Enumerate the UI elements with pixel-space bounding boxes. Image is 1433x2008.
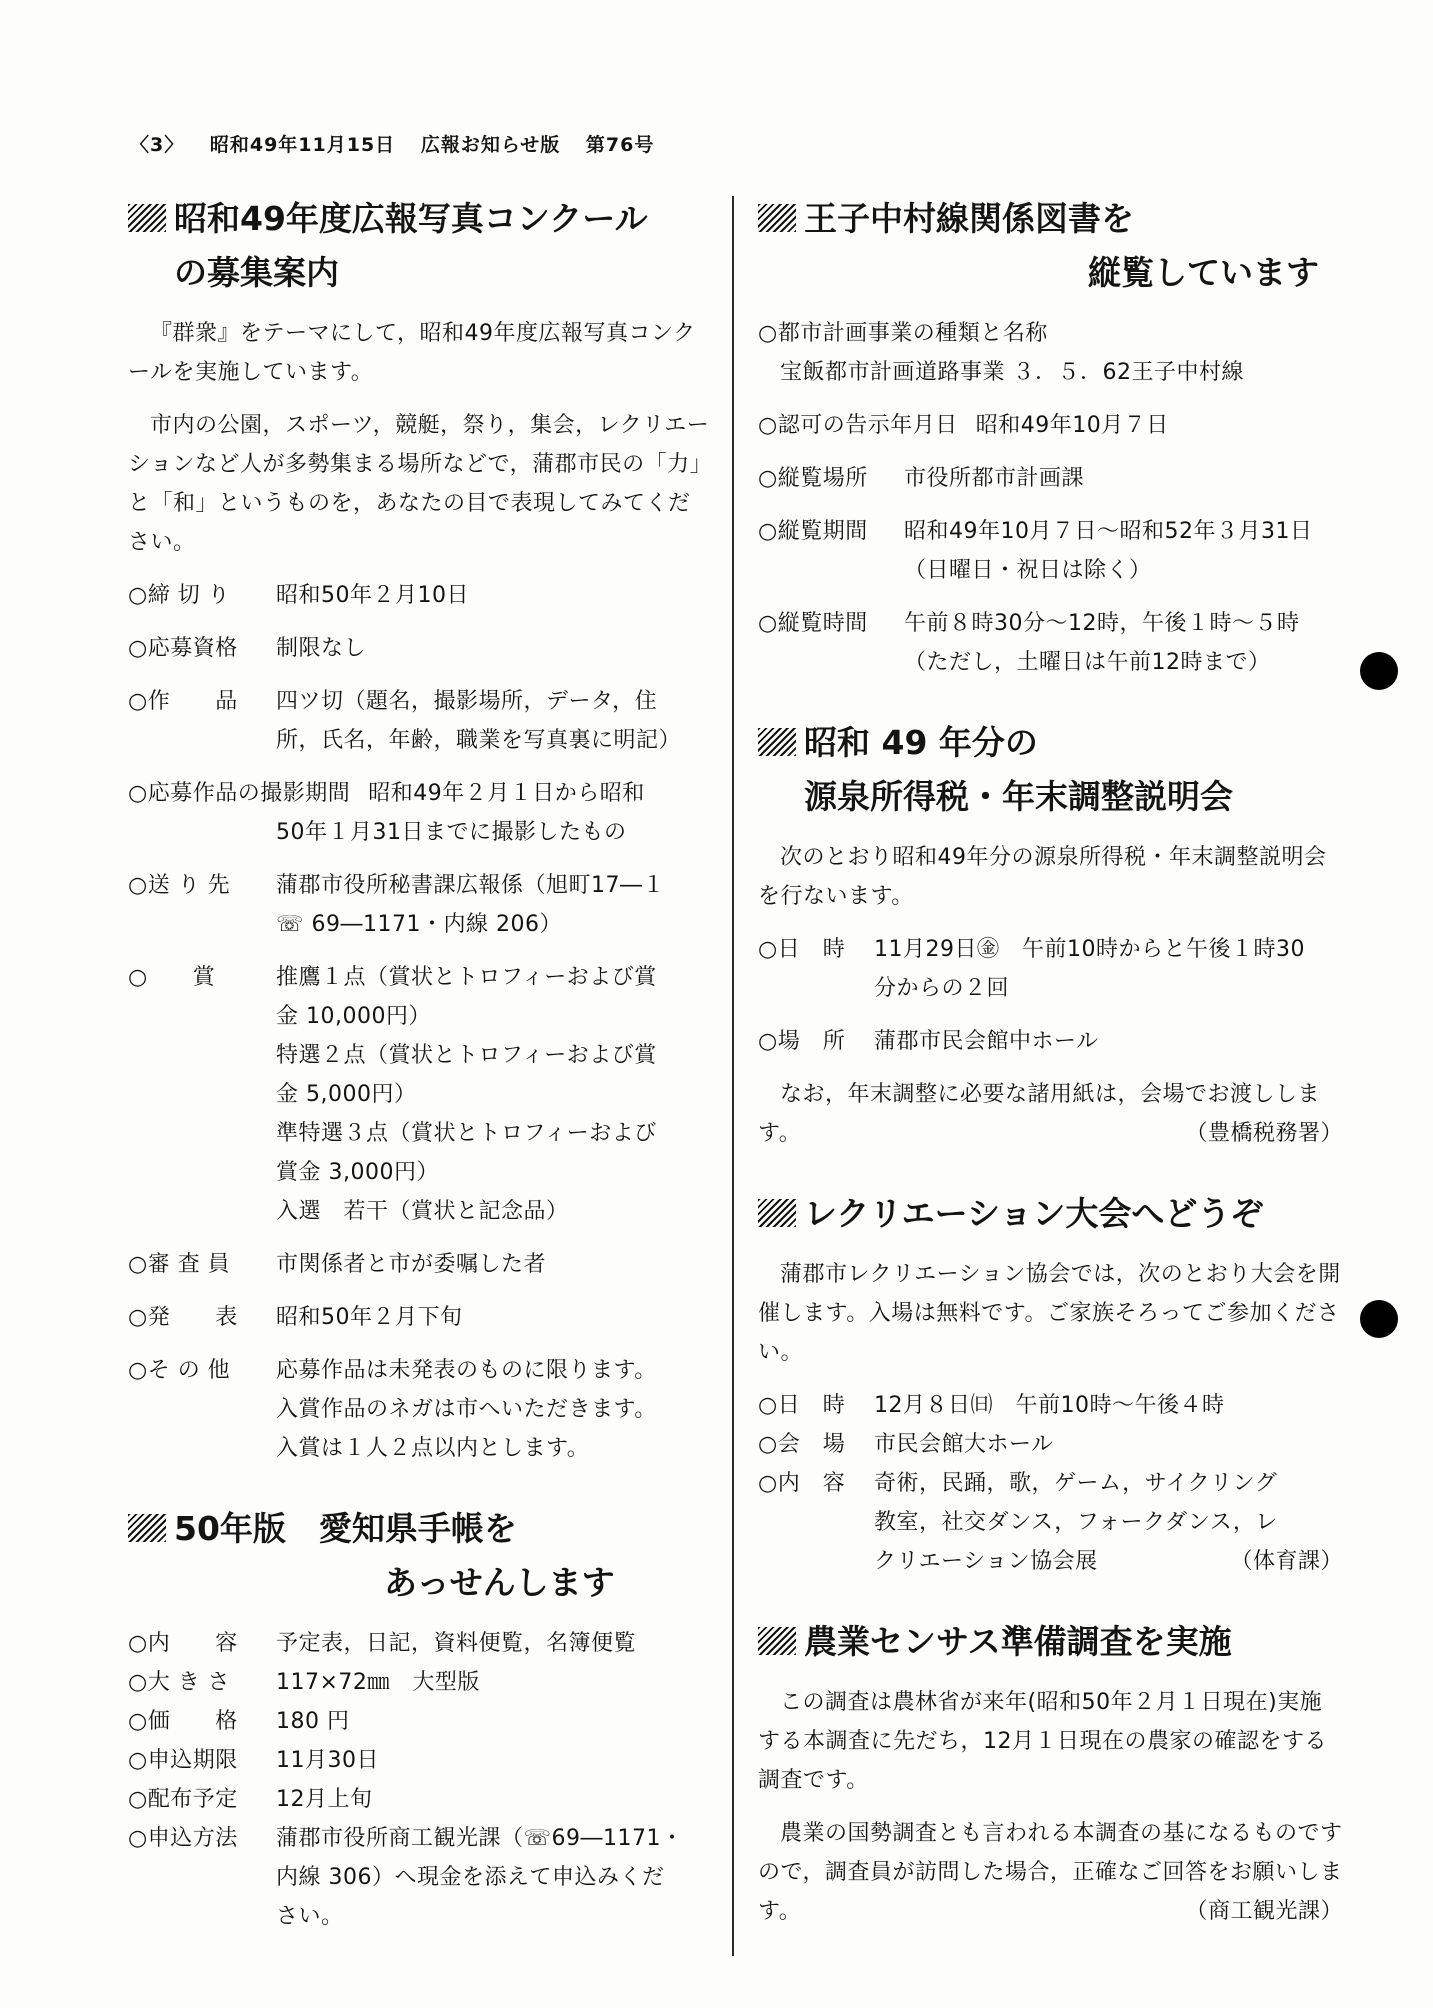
hatch-icon [758,728,796,756]
list-item: ○都市計画事業の種類と名称 [758,321,1048,346]
list-item: ○申込期限 11月30日 [128,1748,379,1773]
list-item: ○ 賞 推鷹１点（賞状とトロフィーおよび賞 金 10,000円） 特選２点（賞状とトロフィーおよび賞 金 5,000円） 準特選３点（賞状とトロフィーおよび 賞金 3,000円） 入選 若干（賞状と記念品） [128,965,657,1224]
section-heading: 昭和49年度広報写真コンクール の募集案内 [128,192,710,300]
hatch-icon [758,1199,796,1227]
left-column [128,192,710,1970]
punch-hole-mark [1360,1300,1398,1338]
aichi-techo-section [128,1502,710,1936]
hatch-icon [128,204,166,232]
list-item: ○配布予定 12月上旬 [128,1787,373,1812]
page-header [130,130,672,157]
list-item: ○応募作品の撮影期間 昭和49年２月１日から昭和 50年１月31日までに撮影したもの [128,781,645,845]
item-list [128,576,710,1468]
section-heading: 昭和 49 年分の 源泉所得税・年末調整説明会 [758,716,1343,824]
paragraph: なお，年末調整に必要な諸用紙は，会場でお渡しします。 （豊橋税務署） [758,1075,1343,1153]
item-list [758,314,1343,682]
list-item: ○作 品 四ツ切（題名，撮影場所，データ，住 所，氏名，年齢，職業を写真裏に明記） [128,689,682,753]
photo-contest-section [128,192,710,1468]
list-item: ○縦覧時間 午前８時30分～12時，午後１時～５時 （ただし，土曜日は午前12時まで） [758,611,1300,675]
list-item: 宝飯都市計画道路事業 ３．５．62王子中村線 [780,360,1244,385]
hatch-icon [758,204,796,232]
list-item: ○日 時 12月８日㈰ 午前10時～午後４時 [758,1393,1225,1418]
punch-hole-mark [1360,652,1398,690]
issue-number: 第76号 [585,134,655,156]
section-heading: レクリエーション大会へどうぞ [758,1187,1343,1241]
list-item: ○発 表 昭和50年２月下旬 [128,1305,463,1330]
list-item: ○内 容 奇術，民踊，歌，ゲーム，サイクリング 教室，社交ダンス，フォークダンス，レ クリエーション協会展 （体育課） [758,1464,1343,1581]
census-section [758,1615,1343,1931]
list-item: ○会 場 市民会館大ホール [758,1432,1054,1457]
section-heading: 農業センサス準備調査を実施 [758,1615,1343,1669]
list-item: ○価 格 180 円 [128,1709,350,1734]
list-item: ○縦覧期間 昭和49年10月７日～昭和52年３月31日 （日曜日・祝日は除く） [758,519,1313,583]
paragraph: 次のとおり昭和49年分の源泉所得税・年末調整説明会を行ないます。 [758,845,1327,909]
paragraph: 農業の国勢調査とも言われる本調査の基になるものですので，調査員が訪問した場合，正確なご回答をお願いします。 （商工観光課） [758,1814,1343,1931]
paragraph: 市内の公園，スポーツ，競艇，祭り，集会，レクリエーションなど人が多勢集まる場所などで，蒲郡市民の「力」と「和」というものを，あなたの目で表現してみてください。 [128,413,710,555]
item-list [128,1624,710,1936]
credit: （豊橋税務署） [1185,1121,1343,1146]
issue-date: 昭和49年11月15日 [209,134,396,156]
list-item: ○そ の 他 応募作品は未発表のものに限ります。 入賞作品のネガは市へいただきます。 入賞は１人２点以内とします。 [128,1358,657,1461]
list-item: ○認可の告示年月日 昭和49年10月７日 [758,413,1169,438]
hatch-icon [128,1514,166,1542]
column-divider [732,196,734,1956]
right-column [758,192,1343,1965]
list-item: ○申込方法 蒲郡市役所商工観光課（☏69―1171・ 内線 306）へ現金を添えて申込みくだ さい。 [128,1826,684,1929]
list-item: ○場 所 蒲郡市民会館中ホール [758,1029,1099,1054]
list-item: ○大 き さ 117×72㎜ 大型版 [128,1670,480,1695]
item-list [758,930,1343,1061]
list-item: ○審 査 員 市関係者と市が委嘱した者 [128,1252,547,1277]
list-item: ○応募資格 制限なし [128,636,367,661]
recreation-section [758,1187,1343,1581]
list-item: ○内 容 予定表，日記，資料便覧，名簿便覧 [128,1631,637,1656]
item-list [758,1386,1343,1581]
credit: （商工観光課） [1185,1899,1343,1924]
credit: （体育課） [1230,1549,1343,1574]
page-number: 〈3〉 [130,134,185,156]
gensen-section [758,716,1343,1153]
hatch-icon [758,1627,796,1655]
paragraph: 『群衆』をテーマにして，昭和49年度広報写真コンクールを実施しています。 [128,321,696,385]
oji-nakamura-section [758,192,1343,682]
paragraph: この調査は農林省が来年(昭和50年２月１日現在)実施する本調査に先だち，12月１日現在の農家の確認をする調査です。 [758,1690,1327,1793]
list-item: ○日 時 11月29日㊎ 午前10時からと午後１時30 分からの２回 [758,937,1305,1001]
list-item: ○縦覧場所 市役所都市計画課 [758,466,1085,491]
section-heading: 王子中村線関係図書を 縦覧しています [758,192,1343,300]
paragraph: 蒲郡市レクリエーション協会では，次のとおり大会を開催します。入場は無料です。ご家族そろってご参加ください。 [758,1262,1341,1365]
list-item: ○送 り 先 蒲郡市役所秘書課広報係（旭町17―１ ☏ 69―1171・内線 206） [128,873,665,937]
section-heading: 50年版 愛知県手帳を あっせんします [128,1502,710,1610]
list-item: ○締 切 り 昭和50年２月10日 [128,583,469,608]
publication-title: 広報お知らせ版 [420,134,561,156]
